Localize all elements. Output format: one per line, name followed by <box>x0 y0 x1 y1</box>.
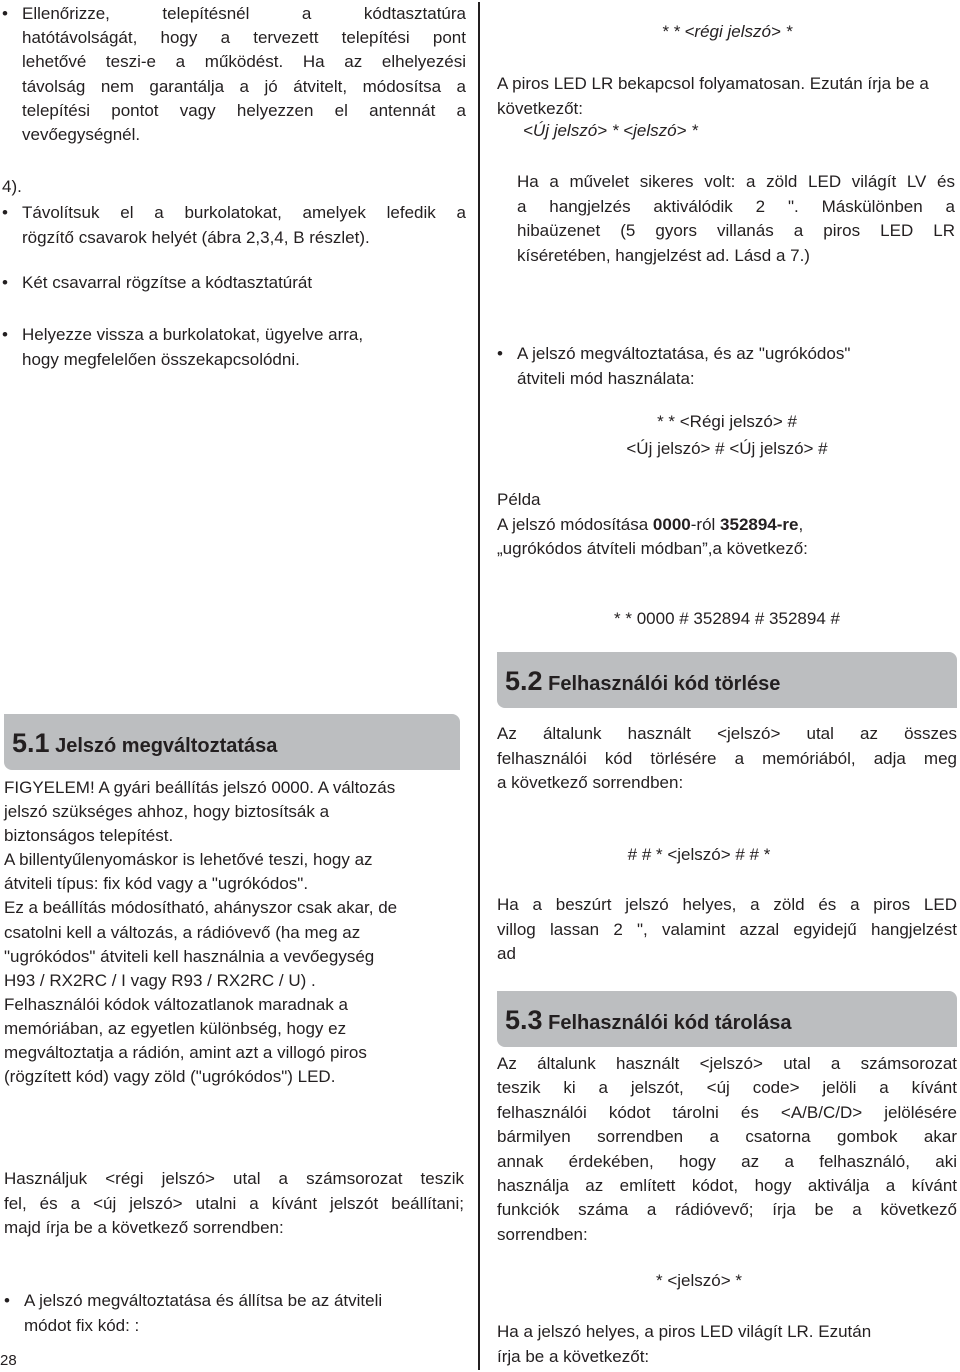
section-heading-5-2 <box>497 652 957 708</box>
example-old-code: 0000 <box>652 514 691 534</box>
intro-line: távolság nem garantálja a jó átvitelt, módosítsa a <box>22 76 466 96</box>
body-line: bármilyen sorrendben a csatorna gombok akar <box>497 1127 957 1147</box>
section-heading-5-1 <box>4 714 460 770</box>
body-line: hibaüzenet (5 gyors villanás a piros LED LR <box>517 221 955 240</box>
body-line: Használjuk <régi jelszó> utal a számsorozat teszik <box>4 1169 464 1188</box>
bullet-line: • Helyezze vissza a burkolatokat, ügyelve arra, <box>22 325 364 344</box>
column-divider <box>478 2 480 1370</box>
section-heading-5-3 <box>497 991 957 1047</box>
example-text: -ról <box>690 514 721 534</box>
section-title: Felhasználói kód törlése <box>548 673 781 695</box>
body-line: H93 / RX2RC / I vagy R93 / RX2RC / U) . <box>4 970 316 990</box>
bullet-line: rögzítő csavarok helyét (ábra 2,3,4, B részlet). <box>22 227 370 247</box>
body-line: FIGYELEM! A gyári beállítás jelszó 0000. A változás <box>4 778 396 797</box>
body-line: teszik ki a jelszót, <új code> jelöli a kívánt <box>497 1078 957 1098</box>
section-number: 5.3 <box>505 1005 543 1035</box>
body-line: jelszó szükséges ahhoz, hogy biztosítsák a <box>4 802 330 822</box>
bullet-line: hogy megfelelően összekapcsolódni. <box>22 349 300 369</box>
body-line: sorrendben: <box>497 1224 588 1244</box>
body-line: felhasználói kódot tárolni és <A/B/C/D> jelölésére <box>497 1102 957 1122</box>
body-line: következőt: <box>497 98 583 118</box>
section-5-1-body <box>4 776 464 1089</box>
intro-line: vevőegységnél. <box>22 125 141 145</box>
body-line: annak érdekében, hogy az a felhasználó, aki <box>497 1151 957 1171</box>
intro-line: lehetővé teszi-e a működést. Ha az elhelyezési <box>22 52 466 72</box>
body-line: fel, és a <új jelszó> utalni a kívánt jelszót beállítani; <box>4 1193 464 1213</box>
body-line: a hangjelzés aktiválódik 2 ". Máskülönben a <box>517 196 955 216</box>
body-line: memóriában, az egyetlen különbség, hogy ez <box>4 1018 347 1038</box>
success-paragraph <box>517 170 955 268</box>
usage-paragraph <box>4 1167 464 1241</box>
led-paragraph <box>497 72 957 121</box>
bullet-replace-covers <box>22 323 466 372</box>
example-line <box>497 513 957 538</box>
intro-line: • Ellenőrizze, telepítésnél a kódtasztatúra <box>22 4 466 23</box>
example-text: , <box>798 514 804 534</box>
body-line: ad <box>497 944 516 963</box>
step-label: 4). <box>2 177 22 196</box>
body-line: csatolni kell a változás, a rádióvevő (ha meg az <box>4 922 361 942</box>
body-line: A piros LED LR bekapcsol folyamatosan. Ezután írja be a <box>497 74 929 93</box>
body-line: A billentyűlenyomáskor is lehetővé teszi, hogy az <box>4 850 373 870</box>
body-line: írja be a következőt: <box>497 1346 650 1366</box>
inserted-paragraph <box>497 893 957 967</box>
sequence-old-rolling: * * <Régi jelszó> # <box>657 412 797 431</box>
bullet-line: módot fix kód: : <box>24 1315 140 1335</box>
section-5-3-body <box>497 1052 957 1247</box>
sequence-example: * * 0000 # 352894 # 352894 # <box>614 609 840 628</box>
body-line: Az általunk használt <jelszó> utal az összes <box>497 724 957 743</box>
sequence-new-password: <Új jelszó> * <jelszó> * <box>523 121 698 140</box>
body-line: Ez a beállítás módosítható, ahányszor csak akar, de <box>4 898 398 918</box>
body-line: majd írja be a következő sorrendben: <box>4 1218 284 1237</box>
bullet-line: átviteli mód használata: <box>517 368 695 388</box>
intro-bullet <box>22 2 466 147</box>
example-new-code: 352894-re <box>720 514 799 534</box>
sequence-old-password: * * <régi jelszó> * <box>661 22 793 41</box>
section-number: 5.2 <box>505 666 543 696</box>
body-line: átviteli típus: fix kód vagy a "ugrókódos". <box>4 874 309 894</box>
sequence-delete: # # * <jelszó> # # * <box>627 845 771 864</box>
body-line: Az általunk használt <jelszó> utal a számsorozat <box>497 1054 957 1073</box>
body-line: (rögzített kód) vagy zöld ("ugrókódos") LED. <box>4 1067 336 1087</box>
section-5-2-body <box>497 722 957 796</box>
example-block <box>497 488 957 562</box>
section-title: Felhasználói kód tárolása <box>548 1012 792 1034</box>
bullet-fix-screws <box>22 273 466 293</box>
body-line: a következő sorrendben: <box>497 773 684 792</box>
body-line: funkciók száma a rádióvevő; írja be a következő <box>497 1200 957 1220</box>
example-label: Példa <box>497 490 541 509</box>
final-paragraph <box>497 1320 957 1369</box>
bullet-fixed-code <box>24 1289 464 1338</box>
body-line: Ha a jelszó helyes, a piros LED világít LR. Ezután <box>497 1322 872 1341</box>
body-line: kíséretében, hangjelzést ad. Lásd a 7.) <box>517 245 810 265</box>
example-line: „ugrókódos átvíteli módban”,a következő: <box>497 539 808 558</box>
body-line: villog lassan 2 ", valamint azzal egyidejű hangjelzést <box>497 919 957 939</box>
sequence-new-rolling: <Új jelszó> # <Új jelszó> # <box>626 439 828 458</box>
body-line: biztonságos telepítést. <box>4 826 174 846</box>
bullet-remove-covers <box>22 201 466 250</box>
section-number: 5.1 <box>12 728 50 758</box>
section-title: Jelszó megváltoztatása <box>55 735 278 757</box>
body-line: Felhasználói kódok változatlanok maradnak a <box>4 994 348 1014</box>
example-text: A jelszó módosítása <box>497 514 653 534</box>
bullet-line: • Távolítsuk el a burkolatokat, amelyek lefedik a <box>22 203 466 222</box>
bullet-line: • A jelszó megváltoztatása, és az "ugrókódos" <box>517 344 851 363</box>
bullet-line: • Két csavarral rögzítse a kódtasztatúrát <box>22 273 313 292</box>
intro-line: hatótávolságát, hogy a tervezett telepítési pont <box>22 28 466 48</box>
body-line: felhasználói kód törlésére a memóriából, adja meg <box>497 748 957 768</box>
body-line: "ugrókódos" átviteli kell használnia a vevőegység <box>4 946 375 966</box>
body-line: használja az említett kódot, hogy aktiválja a kívánt <box>497 1176 957 1196</box>
body-line: Ha a művelet sikeres volt: a zöld LED világít LV és <box>517 172 955 191</box>
page-number: 28 <box>0 1352 17 1369</box>
body-line: megváltoztatja a rádión, amint azt a villogó piros <box>4 1043 367 1063</box>
sequence-store: * <jelszó> * <box>656 1271 742 1290</box>
bullet-rolling-code <box>517 342 955 391</box>
bullet-line: • A jelszó megváltoztatása és állítsa be az átviteli <box>24 1291 383 1310</box>
body-line: Ha a beszúrt jelszó helyes, a zöld és a piros LED <box>497 895 957 914</box>
intro-line: telepítési pontot vagy helyezzen el antennát a <box>22 100 466 120</box>
